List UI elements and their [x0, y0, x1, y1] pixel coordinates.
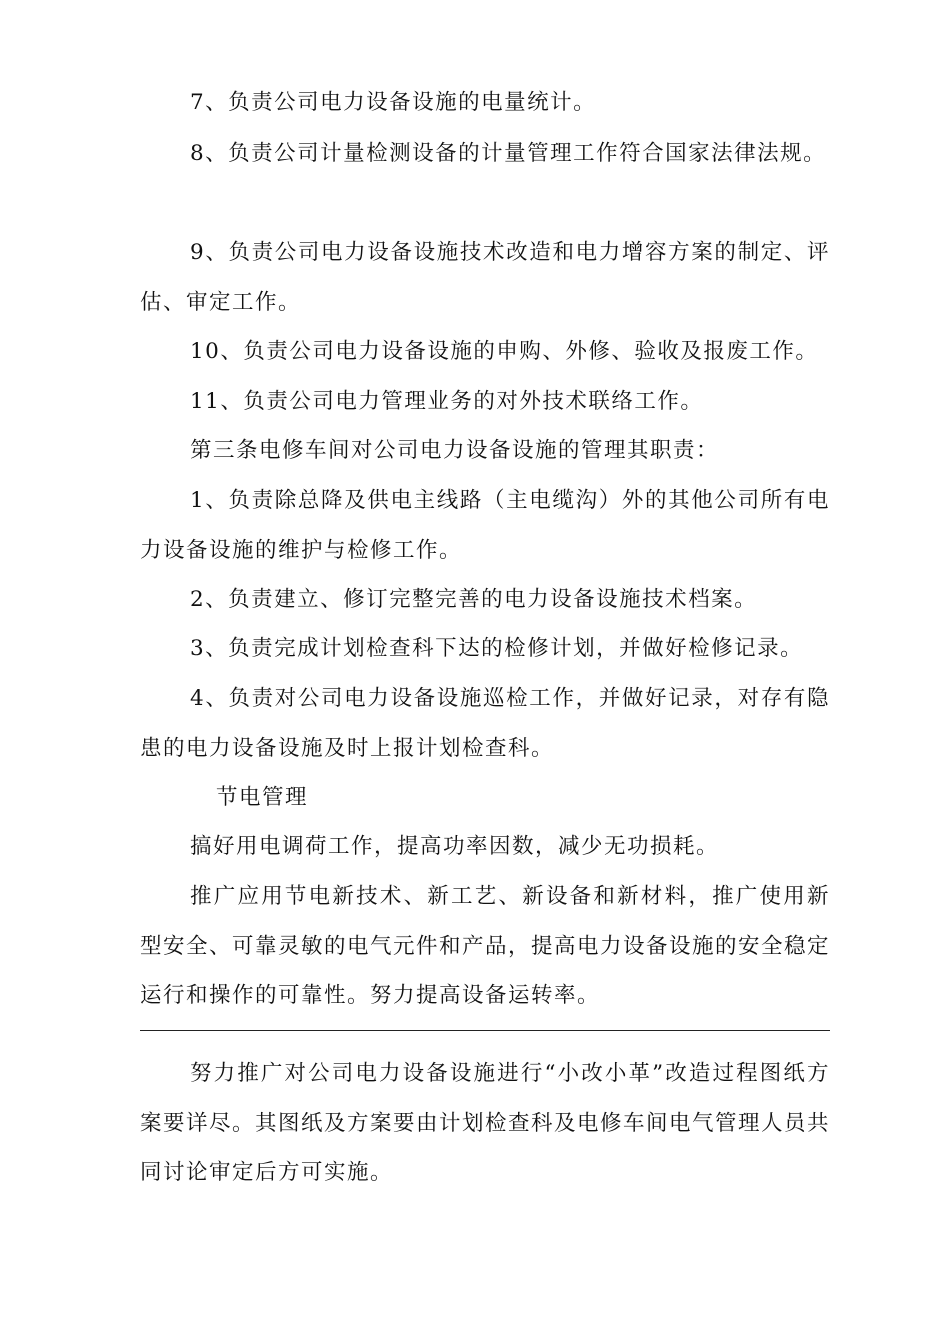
duty-item-9: 9、负责公司电力设备设施技术改造和电力增容方案的制定、评估、审定工作。 [140, 240, 830, 315]
duty-item-10: 10、负责公司电力设备设施的申购、外修、验收及报废工作。 [190, 339, 819, 364]
duty-item-11: 11、负责公司电力管理业务的对外技术联络工作。 [190, 389, 704, 414]
footer-paragraph: 努力推广对公司电力设备设施进行“小改小革”改造过程图纸方案要详尽。其图纸及方案要由计划检查科及电修车间电气管理人员共同讨论审定后方可实施。 [140, 1061, 831, 1185]
workshop-duty-1: 1、负责除总降及供电主线路（主电缆沟）外的其他公司所有电力设备设施的维护与检修工作。 [140, 488, 830, 563]
workshop-duty-4: 4、负责对公司电力设备设施巡检工作，并做好记录，对存有隐患的电力设备设施及时上报计划检查科。 [140, 686, 830, 761]
energy-paragraph-1: 搞好用电调荷工作，提高功率因数，减少无功损耗。 [190, 834, 720, 859]
workshop-duty-3: 3、负责完成计划检查科下达的检修计划，并做好检修记录。 [190, 636, 804, 661]
duty-item-7: 7、负责公司电力设备设施的电量统计。 [190, 90, 597, 115]
section-heading: 节电管理 [216, 785, 309, 810]
duty-item-8: 8、负责公司计量检测设备的计量管理工作符合国家法律法规。 [190, 141, 827, 166]
article-3-heading: 第三条电修车间对公司电力设备设施的管理其职责： [190, 438, 720, 463]
workshop-duty-2: 2、负责建立、修订完整完善的电力设备设施技术档案。 [190, 587, 758, 612]
energy-paragraph-2: 推广应用节电新技术、新工艺、新设备和新材料，推广使用新型安全、可靠灵敏的电气元件和产品，提高电力设备设施的安全稳定运行和操作的可靠性。努力提高设备运转率。 [140, 884, 831, 1008]
page-divider [140, 1030, 830, 1031]
